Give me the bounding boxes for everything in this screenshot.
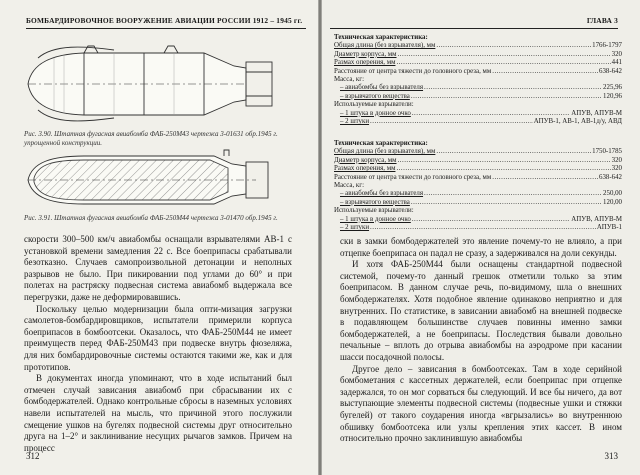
spec-row — [334, 110, 622, 118]
spec-label: – авиабомбы без взрывателя — [340, 84, 424, 92]
dot-leader — [424, 190, 602, 198]
figure-caption-3-91: Рис. 3.91. Штатная фугасная авиабомба ФАБ-250М44 чертежа 3-01470 обр.1945 г. — [24, 214, 278, 222]
dot-leader — [398, 157, 611, 165]
spec-title: Техническая характеристика: — [334, 140, 428, 147]
spec-row — [334, 59, 622, 67]
dot-leader — [411, 199, 602, 207]
spec-label: – авиабомбы без взрывателя — [340, 190, 424, 198]
spec-label: – 1 штука в донное очко — [340, 215, 411, 223]
spec-value: 120,96 — [603, 92, 622, 100]
dot-leader — [370, 224, 596, 232]
spec-row — [334, 118, 622, 126]
dot-leader — [436, 42, 591, 50]
spec-label: Диаметр корпуса, мм — [334, 156, 397, 164]
spec-label: – взрывчатого вещества — [340, 198, 410, 206]
spec-value: 320 — [611, 165, 622, 173]
dot-leader — [492, 68, 598, 76]
spec-label: – взрывчатого вещества — [340, 92, 410, 100]
spec-row — [334, 207, 622, 215]
spec-row — [334, 199, 622, 207]
right-body-text — [340, 236, 622, 445]
dot-leader — [412, 216, 570, 224]
spec-label: Расстояние от центра тяжести до головного среза, мм — [334, 67, 492, 75]
spec-value: 320 — [611, 156, 622, 164]
spec-row — [334, 93, 622, 101]
running-head-left: БОМБАРДИРОВОЧНОЕ ВООРУЖЕНИЕ АВИАЦИИ РОССИИ 1912 – 1945 гг. — [26, 16, 306, 29]
spec-row — [334, 216, 622, 224]
spec-value: 1766-1797 — [592, 42, 622, 50]
running-head-right: ГЛАВА 3 — [330, 16, 618, 29]
spec-label: Диаметр корпуса, мм — [334, 50, 397, 58]
left-body-text — [24, 234, 292, 454]
spec-title: Техническая характеристика: — [334, 34, 428, 41]
bomb-drawing-fab-250m43 — [24, 38, 286, 128]
spec-value: 250,00 — [603, 190, 622, 198]
page-number-right: 313 — [604, 451, 618, 461]
spec-row — [334, 224, 622, 232]
page-number-left: 312 — [26, 451, 40, 461]
spec-label: Масса, кг: — [334, 76, 364, 84]
spec-table-fab-250m43 — [334, 34, 622, 126]
bomb-drawing-fab-250m44 — [24, 148, 286, 212]
dot-leader — [411, 93, 602, 101]
spec-value: АПУВ, АПУВ-М — [571, 215, 622, 223]
figure-caption-3-90: Рис. 3.90. Штатная фугасная авиабомба ФАБ-250М43 чертежа 3-01631 обр.1945 г. упрощенной конструкции. — [24, 130, 278, 148]
spec-label: Общая длина (без взрывателя), мм — [334, 148, 436, 156]
spec-label: Используемые взрыватели: — [334, 101, 414, 109]
paragraph: Другое дело – зависания в бомбоотсеках. Там в ходе серийной бомбометания с кассетных держателей, если боеприпас при отцепке задержался, то он мог сорваться бы следующий. И все бы ничего, да вот выступающие элементы подвесной системы (подвесные ушки и стяжки бугелей) от такого соударения иногда «вгрызались» во внутреннюю обшивку бомбоотсека или узлы крепления этих кассет. В ином относительно прочно заклинившую авиабомбы — [340, 363, 622, 444]
paragraph: скорости 300–500 км/ч авиабомбы оснащали взрывателями АВ-1 с установкой времени замедления 22 с. Все боеприпасы срабатывали безотказно. Случаев самопроизвольной детонации и неполных разрывов не было. При пикировании под углами до 60° и при полетах на растряску подвесная система авиабомб выдержала все перегрузки, даже не деформировавшись. — [24, 234, 292, 302]
spec-value: АПУВ, АПУВ-М — [571, 109, 622, 117]
spec-row — [334, 101, 622, 109]
spec-value: 225,96 — [603, 84, 622, 92]
spec-row — [334, 182, 622, 190]
figure-fab-250m43 — [24, 38, 286, 128]
spec-label: Масса, кг: — [334, 182, 364, 190]
spec-value: 638-642 — [599, 67, 622, 75]
dot-leader — [412, 110, 570, 118]
spec-row — [334, 190, 622, 198]
spec-label: Размах оперения, мм — [334, 165, 396, 173]
spec-row — [334, 165, 622, 173]
paragraph: ски в замки бомбодержателей это явление почему-то не влияло, а при отцепке боеприпаса он падал не сразу, а задерживался на доли секунды. — [340, 236, 622, 258]
spec-label: Расстояние от центра тяжести до головного среза, мм — [334, 173, 492, 181]
dot-leader — [398, 51, 611, 59]
dot-leader — [492, 174, 598, 182]
spec-value: 638-642 — [599, 173, 622, 181]
spec-row — [334, 84, 622, 92]
spec-row — [334, 174, 622, 182]
dot-leader — [436, 148, 591, 156]
dot-leader — [370, 118, 533, 126]
spec-value: 120,00 — [603, 198, 622, 206]
spec-label: – 1 штука в донное очко — [340, 109, 411, 117]
spec-label: – 2 штуки — [340, 224, 370, 232]
spec-row — [334, 76, 622, 84]
spec-row — [334, 148, 622, 156]
left-page — [0, 0, 318, 475]
spec-label: – 2 штуки — [340, 118, 370, 126]
figure-fab-250m44 — [24, 148, 286, 212]
paragraph: В документах иногда упоминают, что в ходе испытаний был отмечен случай зависания авиабомб при сбрасывании их с бомбодержателей. Однако контрольные сбросы в наземных условиях навели испытателей на мысль, что причиной этого послужили смещение ушков на бугелях подвесной системы друг относительно друга на 1–2° и заклинивание несущих рычагов замков. Причем на процесс — [24, 373, 292, 453]
spec-label: Размах оперения, мм — [334, 59, 396, 67]
spec-row — [334, 157, 622, 165]
spec-value: 441 — [611, 59, 622, 67]
spec-value: 320 — [611, 50, 622, 58]
paragraph: Поскольку целью модернизации была опти-мизация загрузки самолетов-бомбардировщиков, испытатели примерили корпуса боеприпасов в бомбоотсеки. Оказалось, что ФАБ-250М44 не имеет преимуществ перед ФАБ-250М43 при подвеске внутрь фюзеляжа, для них бомбардировочные системы остаются такими же, как и для прототипов. — [24, 303, 292, 372]
spec-label: Используемые взрыватели: — [334, 207, 414, 215]
spec-row — [334, 42, 622, 50]
spec-row — [334, 68, 622, 76]
dot-leader — [424, 84, 602, 92]
paragraph: И хотя ФАБ-250М44 были оснащены стандартной подвесной системой, почему-то данный грешок отметили только за этим боеприпасом. В данном случае речь, по-видимому, шла о внешних бомбодержателях. Хотя подобное явление одинаково неприятно и для внутренних. По статистике, в зависании авиабомб на внешней подвеске в подавляющем большинстве случаев повинны именно замки бомбодержателей, а не боеприпасы. Последствия бывали довольно печальные – вплоть до отрыва авиабомбы на аэродроме при касании шасси посадочной полосы. — [340, 259, 622, 362]
spec-label: Общая длина (без взрывателя), мм — [334, 42, 436, 50]
spec-value: АПУВ-1 — [596, 224, 622, 232]
spec-table-fab-250m44 — [334, 140, 622, 232]
spec-value: 1750-1785 — [592, 148, 622, 156]
right-page — [322, 0, 640, 475]
dot-leader — [396, 165, 610, 173]
dot-leader — [396, 59, 610, 67]
spec-value: АПУВ-1, АВ-1, АВ-1д/у, АВД — [533, 118, 622, 126]
spec-row — [334, 51, 622, 59]
